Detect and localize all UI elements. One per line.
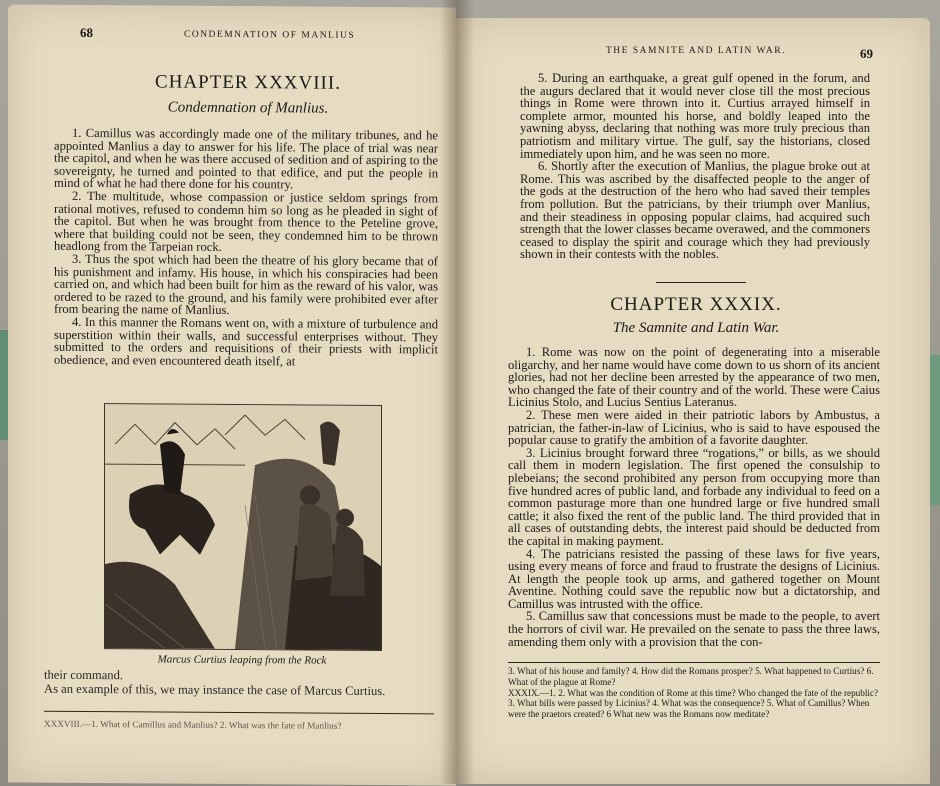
footnote-rule (44, 711, 434, 715)
book-gutter (440, 0, 474, 784)
review-questions: XXXVIII.—1. What of Camillus and Manlius? 2. What was the fate of Manlius? (44, 718, 342, 731)
review-questions (508, 666, 880, 720)
chapter-body (54, 127, 438, 369)
right-page (456, 18, 930, 784)
continued-body (520, 72, 870, 261)
left-page-number: 68 (80, 24, 93, 41)
paragraph: 4. The patricians resisted the passing of these laws for five years, using every means of force and fraud to frustrate the designs of Licinius. At length the people took up arms, and gathered together on Mount Aventine. Nothing could save the republic now but a dictatorship, and Camillus was intrusted with the office. (508, 546, 880, 611)
chapter-title: CHAPTER XXXVIII. (155, 71, 341, 94)
chapter-subtitle: Condemnation of Manlius. (167, 99, 329, 117)
chapter-body (508, 346, 880, 648)
paragraph: 5. During an earthquake, a great gulf opened in the forum, and the augurs declared that it would never close till the most precious things in Rome were thrown into it. Curtius arrayed himself in complete armor, mounted his horse, and boldly leaped into the yawning abyss, declaring that nothing was more truly precious than patriotism and military virtue. The gulf, say the historians, closed immediately upon him, and he was seen no more. (520, 71, 870, 161)
paragraph: 3. Thus the spot which had been the theatre of his glory became that of his punishment and infamy. His house, in which his conspiracies had been carried on, and which had been built for him as the reward of his valor, was ordered to be razed to the ground, and his family were prohibited ever after from bearing the name of Manlius. (54, 251, 438, 318)
paragraph: 6. Shortly after the execution of Manlius, the plague broke out at Rome. This was ascribed by the disaffected people to the anger of the gods at the destruction of the hero who had saved their temples from pollution. But the patricians, by their triumph over Manlius, and their steadiness in opposing popular claims, had acquired such strength that the lower classes became overawed, and the commoners ceased to display the spirit and courage which they had previously shown in their contests with the nobles. (520, 159, 870, 262)
left-page (8, 4, 456, 785)
chapter-title: CHAPTER XXXIX. (610, 294, 782, 315)
paragraph: 1. Camillus was accordingly made one of the military tribunes, and he appointed Manlius a day to answer for his life. The place of trial was near the capitol, and when he was there accused of sedition and of aspiring to the sovereignty, he turned and pointed to that edifice, and put the people in mind of what he had there done for his country. (54, 125, 438, 192)
right-running-head: THE SAMNITE AND LATIN WAR. (606, 46, 786, 56)
curtius-engraving (105, 404, 381, 650)
chapter-subtitle: The Samnite and Latin War. (612, 320, 780, 336)
chapter-divider (656, 282, 746, 283)
paragraph: 2. These men were aided in their patriotic labors by Ambustus, a patrician, the father-in-law of Licinius, who is said to have espoused the popular cause to gratify the ambition of a favorite daughter. (508, 407, 880, 448)
illustration-caption: Marcus Curtius leaping from the Rock (157, 653, 327, 667)
paragraph: 3. Licinius brought forward three “rogations,” or bills, as we should call them in modern legislation. The first opened the consulship to plebeians; the second prohibited any person from occupying more than five hundred acres of public land, and forbade any individual to feed on a common pasturage more than one hundred large or five hundred small cattle; it also fixed the rent of the public land. The third provided that in all cases of outstanding debts, the interest paid should be deducted from the capital in making payment. (508, 445, 880, 548)
bleed-text-line1: their command. (44, 667, 124, 683)
footnote-rule (508, 662, 880, 663)
right-page-number: 69 (860, 46, 873, 61)
paragraph: 5. Camillus saw that concessions must be made to the people, to avert the horrors of civil war. He prevailed on the senate to pass the three laws, amending them only with a provision that the con- (508, 609, 880, 649)
engraving-illustration (104, 403, 382, 651)
question-line: 3. What of his house and family? 4. How did the Romans prosper? 5. What happened to Curtius? 6. What of the plague at Rome? (508, 666, 874, 687)
left-running-head: CONDEMNATION OF MANLIUS (184, 29, 356, 41)
paragraph: 1. Rome was now on the point of degenerating into a miserable oligarchy, and her name would have come down to us shorn of its ancient glories, had not her decline been arrested by the appearance of two men, who changed the fate of their country and of the world. These were Caius Licinius Stolo, and Lucius Sentius Lateranus. (508, 345, 880, 410)
bleed-text-line2: As an example of this, we may instance the case of Marcus Curtius. (44, 681, 386, 699)
question-line: XXXIX.—1. 2. What was the condition of Rome at this time? Who changed the fate of the republic? 3. What bills were passed by Licinius? 4. What was the consequence? 5. What of Camillus? When were the praetors created? 6 What new was the Romans now meditate? (508, 687, 879, 720)
paragraph: 4. In this manner the Romans went on, with a mixture of turbulence and superstition within their walls, and successful enterprises without. They submitted to the orders and requisitions of their priests with implicit obedience, and even encountered death itself, at (54, 314, 438, 369)
paragraph: 2. The multitude, whose compassion or justice seldom springs from rational motives, refused to condemn him so long as he pleaded in sight of the capitol. But when he was brought from thence to the Peteline grove, where that building could not be seen, they condemned him to be thrown headlong from the Tarpeian rock. (54, 188, 438, 255)
